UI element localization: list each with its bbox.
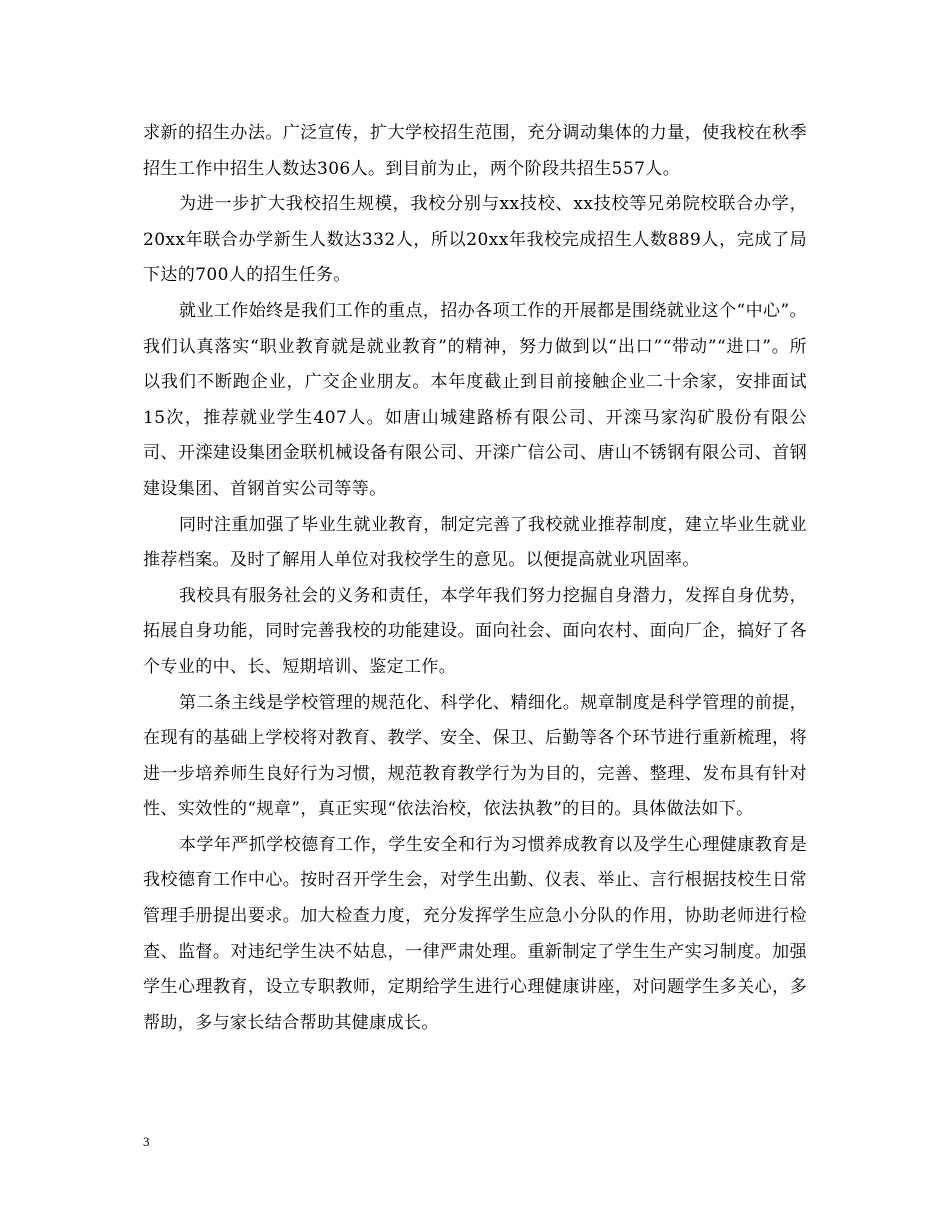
- document-body: [143, 116, 807, 1041]
- page-number: 3: [143, 1134, 150, 1149]
- paragraph-moral-education: 本学年严抓学校德育工作，学生安全和行为习惯养成教育以及学生心理健康教育是我校德育工作中心。按时召开学生会，对学生出勤、仪表、举止、言行根据技校生日常管理手册提出要求。加大检查力度，充分发挥学生应急小分队的作用，协助老师进行检查、监督。对违纪学生决不姑息，一律严肃处理。重新制定了学生生产实习制度。加强学生心理教育，设立专职教师，定期给学生进行心理健康讲座，对问题学生多关心，多帮助，多与家长结合帮助其健康成长。: [143, 834, 807, 1033]
- paragraph-school-management: 第二条主线是学校管理的规范化、科学化、精细化。规章制度是科学管理的前提，在现有的基础上学校将对教育、教学、安全、保卫、后勤等各个环节进行重新梳理，将进一步培养师生良好行为习惯，规范教育教学行为为目的，完善、整理、发布具有针对性、实效性的“规章”，真正实现“依法治校，依法执教”的目的。具体做法如下。: [143, 692, 807, 820]
- paragraph-joint-enrollment: 为进一步扩大我校招生规模，我校分别与xx技校、xx技校等兄弟院校联合办学，20xx年联合办学新生人数达332人，所以20xx年我校完成招生人数889人，完成了局下达的700人的招生任务。: [143, 194, 807, 286]
- paragraph-enrollment-methods: 求新的招生办法。广泛宣传，扩大学校招生范围，充分调动集体的力量，使我校在秋季招生工作中招生人数达306人。到目前为止，两个阶段共招生557人。: [143, 123, 807, 179]
- paragraph-social-service: 我校具有服务社会的义务和责任，本学年我们努力挖掘自身潜力，发挥自身优势，拓展自身功能，同时完善我校的功能建设。面向社会、面向农村、面向厂企，搞好了各个专业的中、长、短期培训、鉴定工作。: [143, 585, 807, 677]
- paragraph-employment-work: 就业工作始终是我们工作的重点，招办各项工作的开展都是围绕就业这个“中心”。我们认真落实“职业教育就是就业教育”的精神，努力做到以“出口”“带动”“进口”。所以我们不断跑企业，广交企业朋友。本年度截止到目前接触企业二十余家，安排面试15次，推荐就业学生407人。如唐山城建路桥有限公司、开滦马家沟矿股份有限公司、开滦建设集团金联机械设备有限公司、开滦广信公司、唐山不锈钢有限公司、首钢建设集团、首钢首实公司等等。: [143, 300, 807, 499]
- paragraph-graduate-education: 同时注重加强了毕业生就业教育，制定完善了我校就业推荐制度，建立毕业生就业推荐档案。及时了解用人单位对我校学生的意见。以便提高就业巩固率。: [143, 514, 807, 571]
